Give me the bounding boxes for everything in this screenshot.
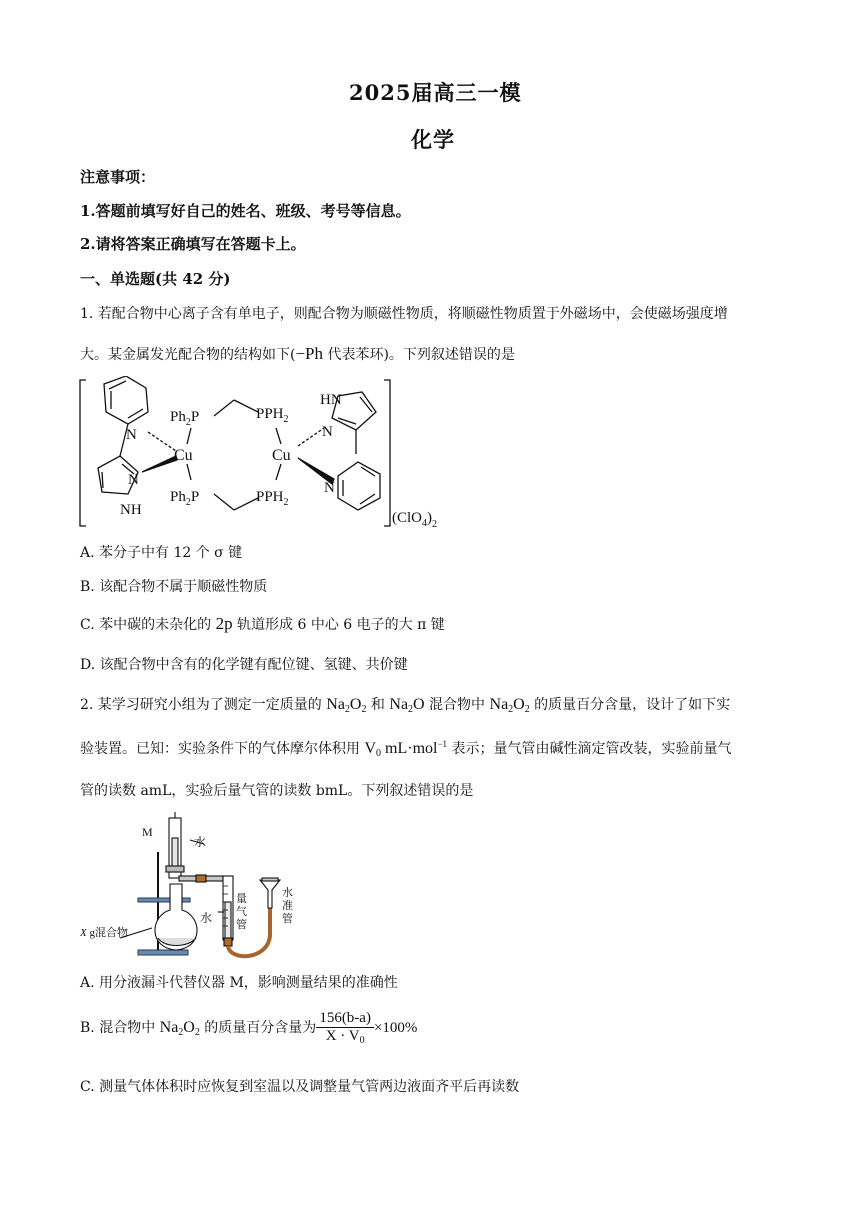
notes-heading: 注意事项：: [80, 168, 156, 186]
percent-formula: $\frac{156(b-a)}{X \cdot V_0}$: [316, 1010, 374, 1046]
label-m: M: [142, 825, 153, 839]
q2-stem-line1: 2. 某学习研究小组为了测定一定质量的 $Na_2O_2$ 和 $Na_2O$ 混合物中 $Na_2O_2$ 的质量百分含量，设计了如下实: [80, 696, 731, 715]
notes-item-2: 2.请将答案正确填写在答题卡上。: [80, 235, 306, 253]
n-right-bottom: N: [324, 480, 335, 496]
q1-stem-line1: 1. 若配合物中心离子含有单电子，则配合物为顺磁性物质，将顺磁性物质置于外磁场中，会使磁场强度增: [80, 306, 728, 322]
complex-structure-diagram: [76, 376, 466, 534]
q1-option-c[interactable]: C. 苯中碳的未杂化的 2p 轨道形成 6 中心 6 电子的大 π 键: [80, 614, 445, 633]
phenyl-notation: −Ph: [295, 344, 324, 363]
ph2p-top: $Ph_2P$: [170, 409, 200, 428]
exam-subject: 化学: [411, 127, 455, 152]
section-heading: 一、单选题(共 42 分): [80, 270, 231, 288]
q1-option-a[interactable]: A. 苯分子中有 12 个 σ 键: [80, 545, 243, 561]
n-right-top: N: [322, 424, 333, 440]
q2-stem-line2: 验装置。已知：实验条件下的气体摩尔体积用 $V_0$ mL·mol$^{-1}$ 表示；量气管由碱性滴定管改装，实验前量气: [80, 739, 732, 759]
label-gas-tube: 量气管: [236, 893, 247, 931]
q1-stem-line2: 大。某金属发光配合物的结构如下(−Ph 代表苯环)。下列叙述错误的是: [80, 344, 515, 363]
nh-left: NH: [120, 502, 142, 518]
label-level-tube: 水准管: [282, 887, 293, 925]
q1-option-d[interactable]: D. 该配合物中含有的化学键有配位键、氢键、共价键: [80, 657, 408, 673]
q2-option-b[interactable]: B. 混合物中 $Na_2O_2$ 的质量百分含量为 $\frac{156(b-a)}{X \cdot V_0}$ ×100%: [80, 1010, 418, 1046]
counter-ion: $(ClO_4)_2$: [392, 510, 437, 530]
hn-right: HN: [320, 392, 342, 408]
notes-item-1: 1.答题前填写好自己的姓名、班级、考号等信息。: [80, 202, 411, 220]
pph2-bottom: $PPH_2$: [256, 489, 289, 508]
q2-stem-line3: 管的读数 amL，实验后量气管的读数 bmL。下列叙述错误的是: [80, 783, 474, 799]
cu-right: Cu: [272, 447, 291, 464]
q2-option-c[interactable]: C. 测量气体体积时应恢复到室温以及调整量气管两边液面齐平后再读数: [80, 1079, 520, 1095]
cu-left: Cu: [174, 447, 193, 464]
n-left-top: N: [126, 427, 137, 443]
ph2p-bottom: $Ph_2P$: [170, 489, 200, 508]
label-water-side: 水: [200, 911, 213, 925]
exam-title: 2025届高三一模: [349, 80, 522, 105]
n-left-bottom: N: [128, 472, 139, 488]
q1-option-b[interactable]: B. 该配合物不属于顺磁性物质: [80, 579, 268, 595]
label-mixture: X g混合物: [80, 927, 128, 939]
apparatus-diagram: [80, 812, 310, 962]
label-water-top: 水: [194, 835, 207, 849]
q2-option-a[interactable]: A. 用分液漏斗代替仪器 M，影响测量结果的准确性: [80, 975, 398, 991]
pph2-top: $PPH_2$: [256, 406, 289, 425]
